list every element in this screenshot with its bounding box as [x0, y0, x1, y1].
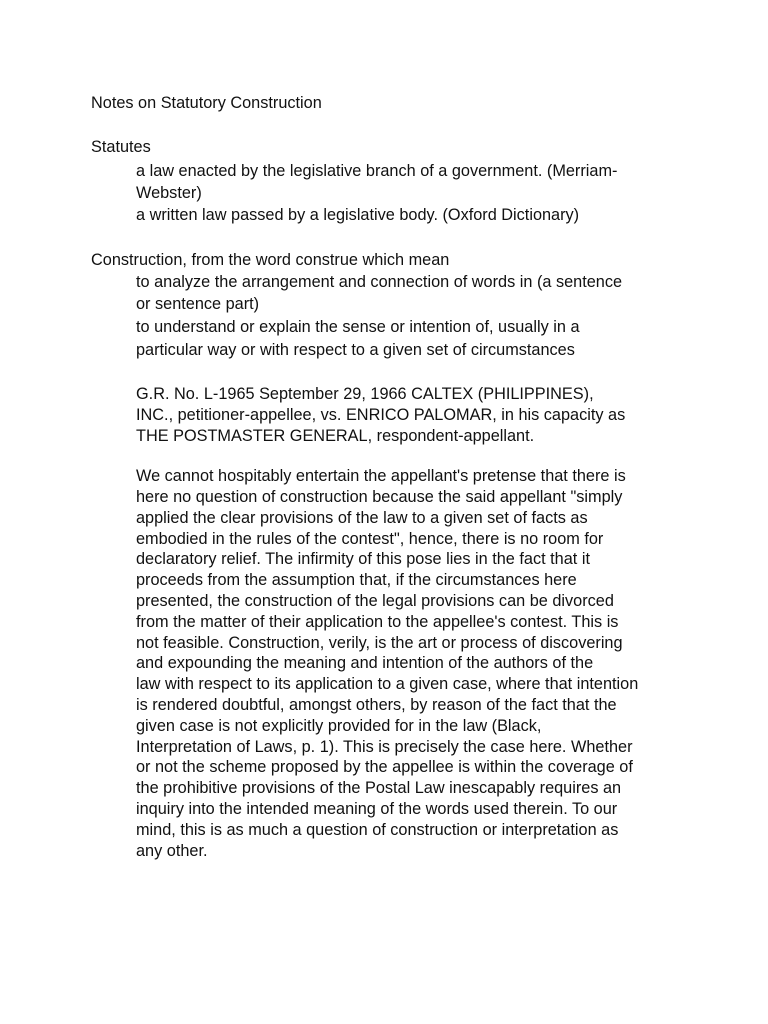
- case-citation-line-3: THE POSTMASTER GENERAL, respondent-appellant.: [136, 427, 535, 445]
- case-excerpt-line-12: is rendered doubtful, amongst others, by reason of the fact that the: [136, 696, 617, 714]
- case-excerpt-line-3: applied the clear provisions of the law to a given set of facts as: [136, 509, 588, 527]
- case-excerpt-line-18: mind, this is as much a question of construction or interpretation as: [136, 821, 619, 839]
- case-excerpt-line-19: any other.: [136, 842, 208, 860]
- construction-heading: Construction, from the word construe which mean: [91, 251, 450, 269]
- construction-definition-1-line-1: to analyze the arrangement and connection of words in (a sentence: [136, 273, 623, 291]
- statutes-definition-1-line-2: Webster): [136, 184, 202, 202]
- case-excerpt-line-15: or not the scheme proposed by the appellee is within the coverage of: [136, 758, 633, 776]
- case-citation-line-1: G.R. No. L-1965 September 29, 1966 CALTEX (PHILIPPINES),: [136, 385, 594, 403]
- case-citation-line-2: INC., petitioner-appellee, vs. ENRICO PALOMAR, in his capacity as: [136, 406, 626, 424]
- case-excerpt-line-1: We cannot hospitably entertain the appellant's pretense that there is: [136, 467, 626, 485]
- case-excerpt-line-5: declaratory relief. The infirmity of this pose lies in the fact that it: [136, 550, 590, 568]
- case-excerpt-line-16: the prohibitive provisions of the Postal Law inescapably requires an: [136, 779, 622, 797]
- construction-definition-2-line-2: particular way or with respect to a given set of circumstances: [136, 341, 575, 359]
- case-excerpt-line-14: Interpretation of Laws, p. 1). This is precisely the case here. Whether: [136, 738, 633, 756]
- statutes-definition-1-line-1: a law enacted by the legislative branch of a government. (Merriam-: [136, 162, 618, 180]
- case-excerpt-line-10: and expounding the meaning and intention of the authors of the: [136, 654, 594, 672]
- case-excerpt-line-11: law with respect to its application to a given case, where that intention: [136, 675, 639, 693]
- case-excerpt-line-13: given case is not explicitly provided for in the law (Black,: [136, 717, 542, 735]
- case-excerpt-line-6: proceeds from the assumption that, if the circumstances here: [136, 571, 577, 589]
- statutes-heading: Statutes: [91, 138, 151, 156]
- case-excerpt-line-8: from the matter of their application to the appellee's contest. This is: [136, 613, 619, 631]
- case-excerpt-line-17: inquiry into the intended meaning of the words used therein. To our: [136, 800, 618, 818]
- construction-definition-1-line-2: or sentence part): [136, 295, 260, 313]
- case-excerpt-line-2: here no question of construction because the said appellant "simply: [136, 488, 623, 506]
- document-title: Notes on Statutory Construction: [91, 94, 322, 112]
- case-excerpt-line-4: embodied in the rules of the contest", hence, there is no room for: [136, 530, 604, 548]
- case-excerpt-line-9: not feasible. Construction, verily, is the art or process of discovering: [136, 634, 623, 652]
- statutes-definition-2: a written law passed by a legislative body. (Oxford Dictionary): [136, 206, 580, 224]
- construction-definition-2-line-1: to understand or explain the sense or intention of, usually in a: [136, 318, 580, 336]
- case-excerpt-line-7: presented, the construction of the legal provisions can be divorced: [136, 592, 614, 610]
